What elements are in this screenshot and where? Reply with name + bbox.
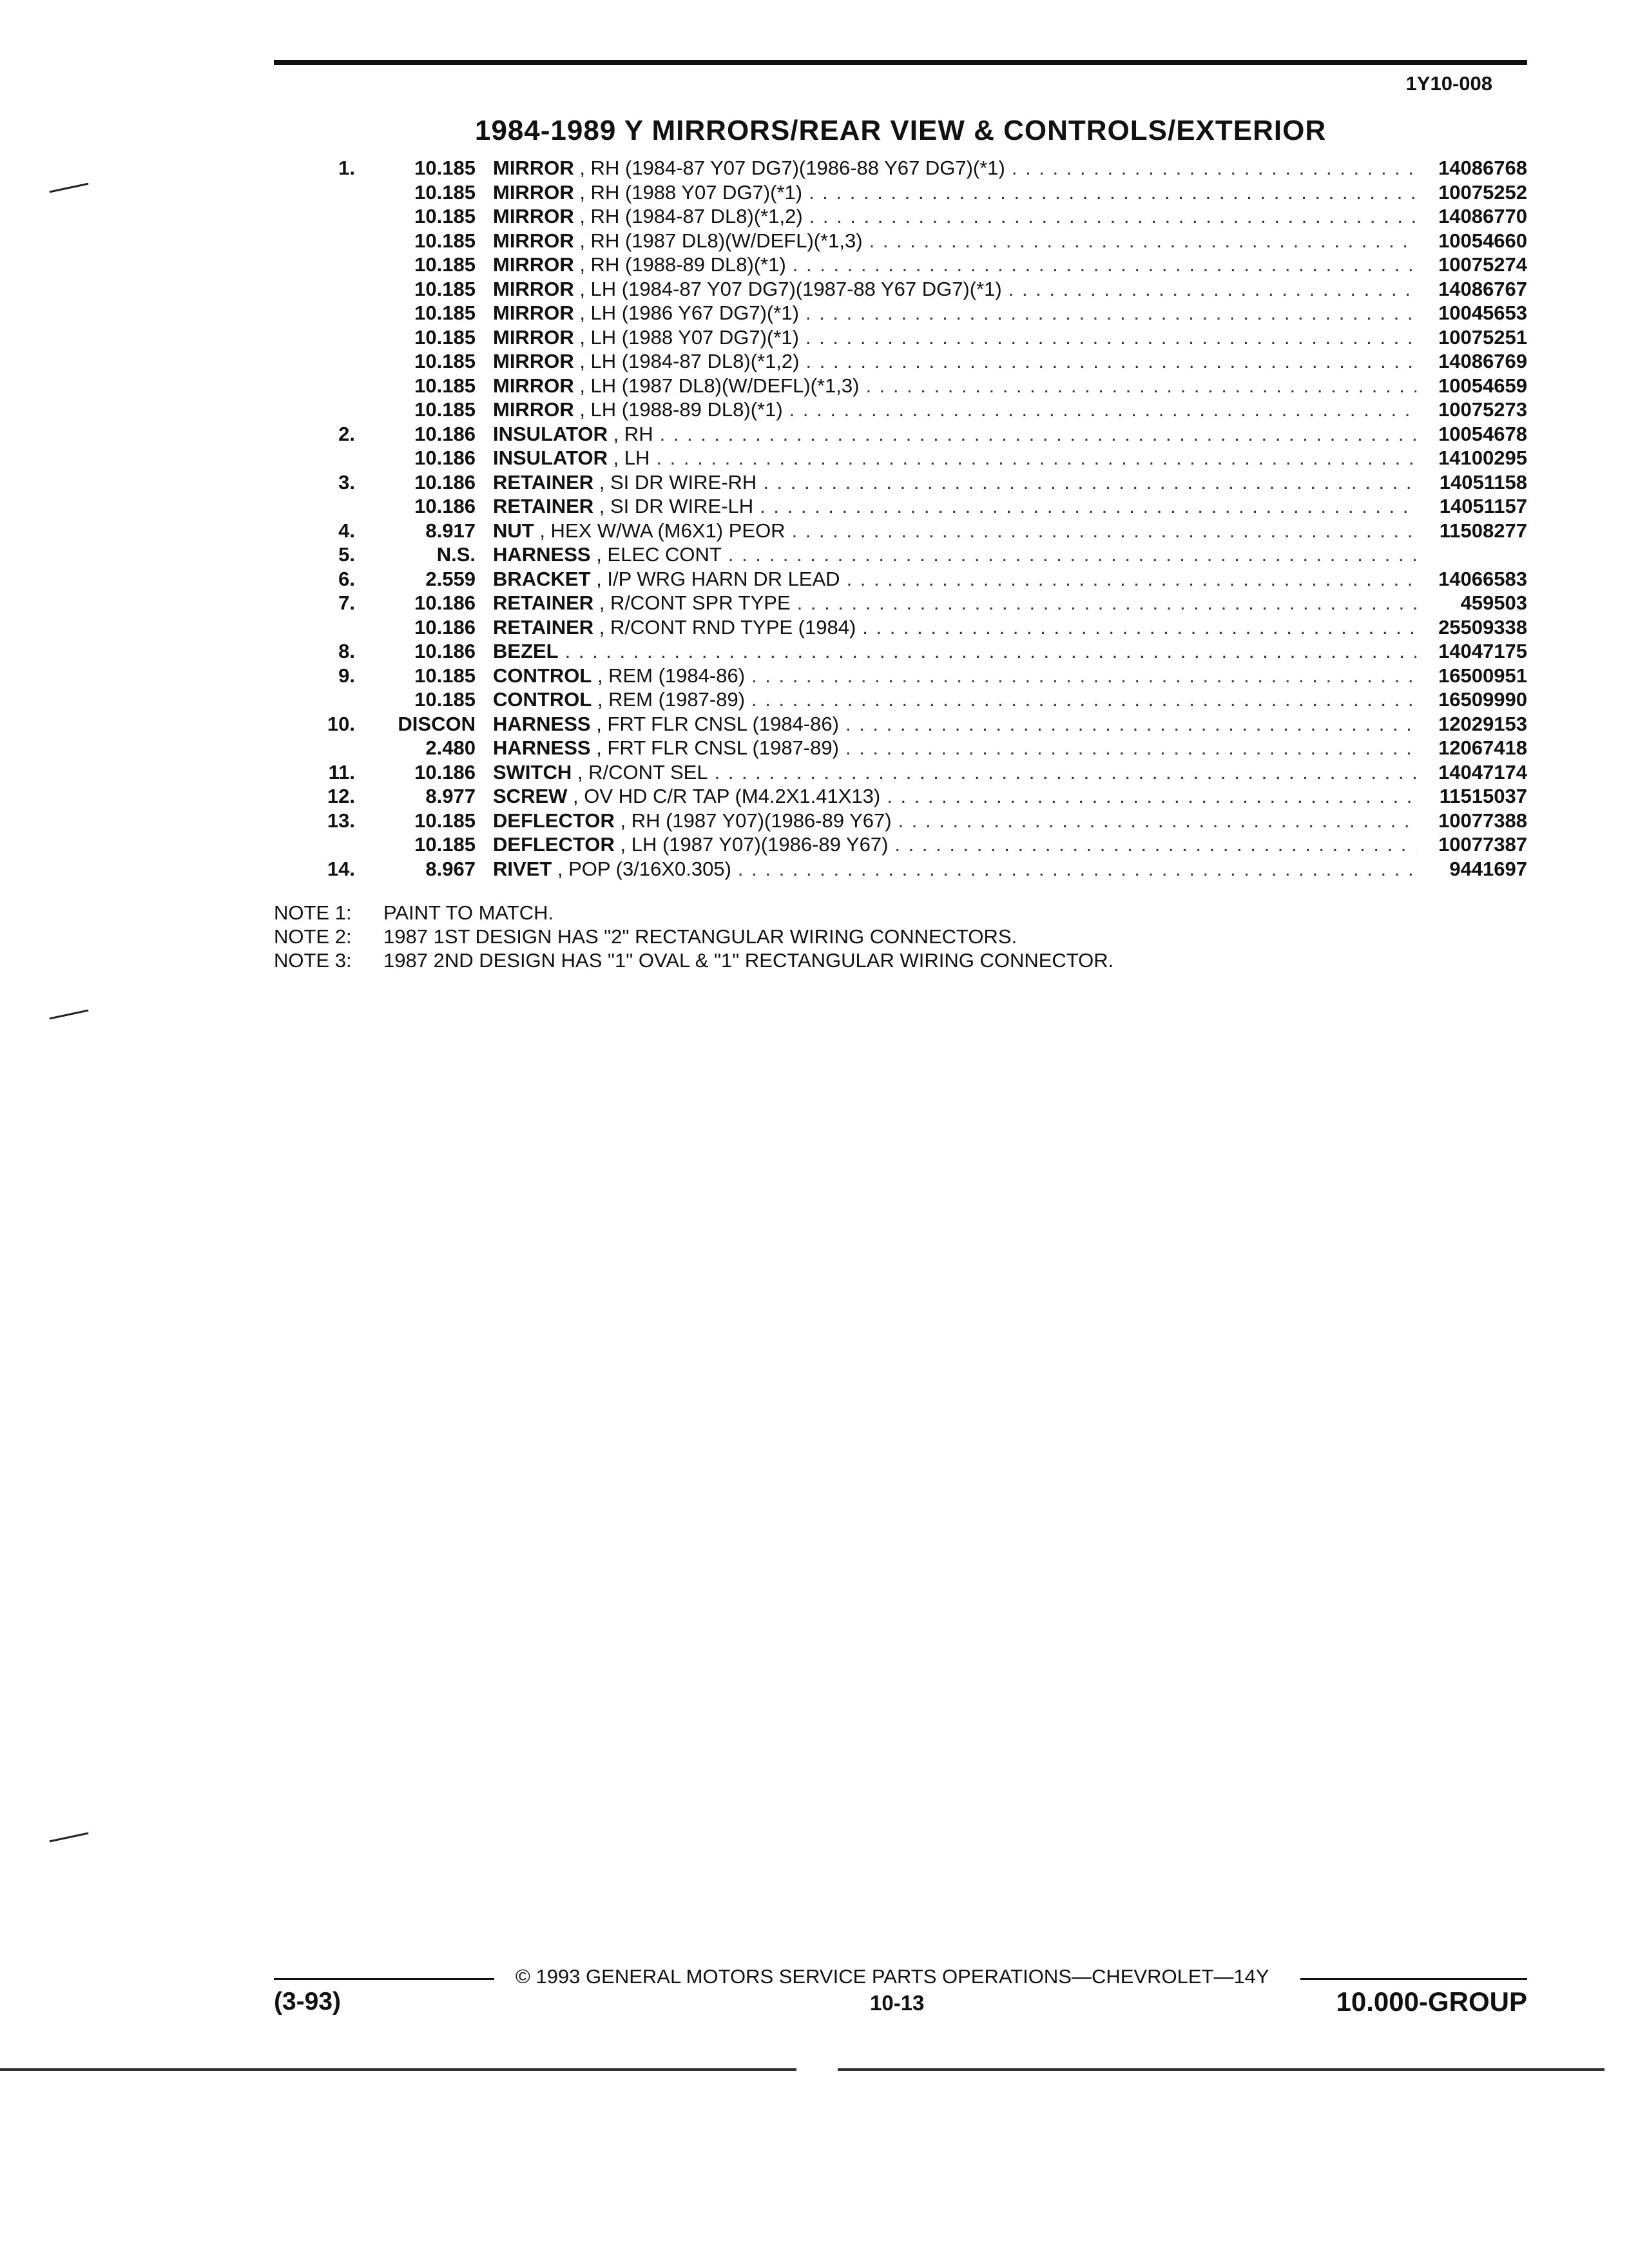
part-number: 11508277 [1439, 519, 1527, 542]
group-number: 10.186 [414, 591, 476, 614]
group-number: 8.967 [425, 857, 476, 880]
part-name: RETAINER [493, 591, 594, 614]
group-number: 8.917 [425, 519, 476, 542]
ref-number: 9. [338, 664, 355, 687]
part-description [493, 591, 1416, 615]
table-row [0, 760, 1629, 785]
part-description [493, 543, 1416, 567]
table-row [0, 277, 1629, 302]
part-description [493, 470, 1416, 495]
part-name: BRACKET [493, 567, 591, 590]
group-number: 10.185 [414, 374, 476, 397]
part-description [493, 156, 1416, 180]
note-label: NOTE 3: [274, 949, 352, 972]
dot-leader [708, 760, 1416, 785]
group-number: 10.186 [414, 470, 476, 494]
ref-number: 4. [338, 519, 355, 542]
part-description [493, 857, 1416, 881]
group-number: 10.185 [414, 325, 476, 349]
part-number: 10054659 [1438, 374, 1527, 397]
part-name: BEZEL [493, 640, 559, 662]
part-number: 10054660 [1438, 229, 1527, 252]
part-number: 25509338 [1438, 615, 1527, 639]
part-name: MIRROR [493, 157, 574, 179]
part-description [493, 277, 1416, 302]
note-label: NOTE 1: [274, 901, 352, 924]
part-number: 14086768 [1438, 157, 1527, 179]
table-row [0, 519, 1629, 543]
part-description [493, 494, 1416, 519]
part-description [493, 639, 1416, 664]
part-description [493, 398, 1416, 422]
part-attributes: , REM (1984-86) [592, 664, 746, 687]
part-attributes: , LH (1988-89 DL8)(*1) [574, 398, 783, 421]
ref-number: 1. [338, 157, 355, 179]
dot-leader [892, 809, 1416, 833]
part-attributes: , RH (1987 DL8)(W/DEFL)(*1,3) [574, 229, 863, 252]
group-number: 10.186 [414, 495, 476, 517]
part-name: DEFLECTOR [493, 809, 615, 832]
group-label: 10.000-GROUP [1336, 1986, 1527, 2017]
dot-leader [722, 543, 1416, 567]
ref-number: 14. [327, 857, 355, 880]
group-number: 10.185 [414, 277, 476, 300]
dot-leader [799, 325, 1416, 350]
part-description [493, 325, 1416, 350]
part-number: 16509990 [1438, 688, 1527, 711]
part-description [493, 446, 1416, 470]
header-rule [274, 60, 1527, 65]
part-attributes: , RH (1984-87 DL8)(*1,2) [574, 205, 803, 227]
part-attributes: , FRT FLR CNSL (1987-89) [590, 736, 839, 759]
part-name: MIRROR [493, 229, 574, 252]
punch-hole-mark [49, 1832, 88, 1843]
part-name: CONTROL [493, 664, 592, 687]
part-name: HARNESS [493, 736, 591, 759]
dot-leader [786, 519, 1416, 543]
part-number: 10054678 [1438, 422, 1527, 445]
dot-leader [802, 180, 1416, 205]
table-row [0, 591, 1629, 615]
part-attributes: , R/CONT RND TYPE (1984) [593, 615, 856, 639]
part-name: RETAINER [493, 470, 594, 494]
group-number: 10.185 [414, 229, 476, 252]
part-attributes: , REM (1987-89) [592, 688, 746, 711]
part-description [493, 736, 1416, 760]
part-attributes: , ELEC CONT [590, 543, 722, 566]
page-number: 10-13 [870, 1991, 925, 2015]
table-row [0, 253, 1629, 277]
part-number: 14086767 [1438, 277, 1527, 300]
part-name: MIRROR [493, 350, 574, 372]
part-attributes: , R/CONT SEL [572, 760, 708, 783]
dot-leader [559, 639, 1416, 664]
table-row [0, 229, 1629, 253]
part-attributes: , R/CONT SPR TYPE [593, 591, 791, 614]
part-name: RETAINER [493, 495, 594, 517]
dot-leader [757, 470, 1416, 495]
table-row [0, 857, 1629, 881]
part-name: MIRROR [493, 253, 574, 276]
part-description [493, 422, 1416, 447]
part-number: 10075252 [1438, 180, 1527, 204]
part-name: MIRROR [493, 374, 574, 397]
part-description [493, 229, 1416, 253]
table-row [0, 204, 1629, 229]
revision-date: (3-93) [274, 1988, 342, 2015]
part-attributes: , HEX W/WA (M6X1) PEOR [534, 519, 786, 542]
ref-number: 10. [327, 712, 355, 735]
group-number: 10.186 [414, 447, 476, 469]
part-number: 14086770 [1438, 205, 1527, 227]
dot-leader [839, 736, 1416, 760]
dot-leader [786, 253, 1416, 277]
dot-leader [839, 712, 1416, 736]
table-row [0, 422, 1629, 447]
group-number: 10.186 [414, 760, 476, 783]
group-number: 10.186 [414, 422, 476, 445]
part-number: 14047175 [1438, 640, 1527, 662]
group-number: 10.185 [414, 157, 476, 179]
part-name: RIVET [493, 857, 552, 880]
dot-leader [745, 664, 1416, 688]
part-name: CONTROL [493, 688, 592, 711]
dot-leader [1002, 277, 1416, 302]
part-description [493, 615, 1416, 640]
group-number: 10.185 [414, 302, 476, 324]
part-name: MIRROR [493, 277, 574, 300]
part-attributes: , RH (1987 Y07)(1986-89 Y67) [614, 809, 892, 832]
part-name: DEFLECTOR [493, 833, 615, 856]
part-number: 10045653 [1438, 302, 1527, 324]
part-attributes: , LH (1986 Y67 DG7)(*1) [574, 302, 799, 324]
part-number: 14047174 [1438, 760, 1527, 783]
part-attributes: , RH (1984-87 Y07 DG7)(1986-88 Y67 DG7)(*1) [574, 157, 1005, 179]
table-row [0, 664, 1629, 688]
parts-list [0, 156, 1629, 881]
part-description [493, 664, 1416, 688]
dot-leader [731, 857, 1416, 881]
note-text: 1987 2ND DESIGN HAS "1" OVAL & "1" RECTANGULAR WIRING CONNECTOR. [383, 949, 1114, 972]
dot-leader [1005, 156, 1416, 180]
part-name: INSULATOR [493, 447, 608, 469]
dot-leader [840, 567, 1416, 591]
group-number: 10.185 [414, 833, 476, 856]
table-row [0, 615, 1629, 640]
table-row [0, 494, 1629, 519]
part-name: SWITCH [493, 760, 572, 783]
group-number: 10.185 [414, 809, 476, 832]
group-number: 10.185 [414, 350, 476, 372]
part-name: SCREW [493, 785, 568, 807]
part-number: 10077387 [1438, 833, 1527, 856]
table-row [0, 470, 1629, 495]
table-row [0, 156, 1629, 180]
copyright-line: © 1993 GENERAL MOTORS SERVICE PARTS OPERATIONS—CHEVROLET—14Y [516, 1965, 1269, 1988]
ref-number: 3. [338, 470, 355, 494]
part-description [493, 349, 1416, 374]
ref-number: 7. [338, 591, 355, 614]
ref-number: 2. [338, 422, 355, 445]
dot-leader [880, 784, 1416, 809]
part-number: 10075274 [1438, 253, 1527, 276]
group-number: 10.185 [414, 205, 476, 227]
part-description [493, 760, 1416, 785]
dot-leader [856, 615, 1416, 640]
note-item [274, 901, 1113, 925]
part-number: 10077388 [1438, 809, 1527, 832]
table-row [0, 180, 1629, 205]
part-description [493, 519, 1416, 543]
part-attributes: , POP (3/16X0.305) [552, 857, 731, 880]
ref-number: 12. [327, 785, 355, 807]
part-attributes: , LH (1988 Y07 DG7)(*1) [574, 325, 799, 349]
part-number: 16500951 [1438, 664, 1527, 687]
part-number: 11515037 [1439, 785, 1527, 807]
part-number: 10075251 [1438, 325, 1527, 349]
group-number: 10.185 [414, 253, 476, 276]
punch-hole-mark [49, 1010, 88, 1020]
dot-leader [863, 229, 1416, 253]
part-description [493, 687, 1416, 712]
part-attributes: , LH (1987 Y07)(1986-89 Y67) [614, 833, 889, 856]
part-description [493, 204, 1416, 229]
group-number: N.S. [436, 543, 476, 566]
part-number: 9441697 [1449, 857, 1527, 880]
part-description [493, 374, 1416, 398]
table-row [0, 832, 1629, 857]
part-number: 459503 [1460, 591, 1527, 614]
note-item [274, 925, 1113, 948]
part-name: HARNESS [493, 712, 591, 735]
table-row [0, 736, 1629, 760]
part-name: HARNESS [493, 543, 591, 566]
note-label: NOTE 2: [274, 925, 352, 948]
part-number: 14066583 [1438, 567, 1527, 590]
ref-number: 11. [328, 760, 355, 783]
part-attributes: , LH [607, 447, 650, 469]
part-attributes: , LH (1984-87 Y07 DG7)(1987-88 Y67 DG7)(*1) [574, 277, 1002, 300]
group-number: 10.185 [414, 688, 476, 711]
group-number: 2.559 [425, 567, 476, 590]
part-attributes: , RH (1988-89 DL8)(*1) [574, 253, 786, 276]
part-attributes: , OV HD C/R TAP (M4.2X1.41X13) [567, 785, 881, 807]
dot-leader [799, 301, 1416, 325]
dot-leader [791, 591, 1416, 615]
group-number: 10.185 [414, 664, 476, 687]
part-attributes: , SI DR WIRE-LH [593, 495, 754, 517]
part-description [493, 712, 1416, 736]
ref-number: 5. [338, 543, 355, 566]
table-row [0, 687, 1629, 712]
part-attributes: , RH (1988 Y07 DG7)(*1) [574, 180, 803, 204]
document-code: 1Y10-008 [1405, 72, 1492, 95]
scan-edge-rule [838, 2068, 1605, 2071]
part-number: 12029153 [1438, 712, 1527, 735]
note-text: PAINT TO MATCH. [383, 901, 554, 924]
ref-number: 8. [338, 640, 355, 662]
part-number: 12067418 [1438, 736, 1527, 759]
part-attributes: , LH (1987 DL8)(W/DEFL)(*1,3) [574, 374, 860, 397]
part-description [493, 832, 1416, 857]
dot-leader [653, 422, 1416, 447]
part-description [493, 784, 1416, 809]
table-row [0, 374, 1629, 398]
table-row [0, 712, 1629, 736]
table-row [0, 325, 1629, 350]
part-attributes: , LH (1984-87 DL8)(*1,2) [574, 350, 800, 372]
group-number: 10.185 [414, 398, 476, 421]
group-number: 10.186 [414, 615, 476, 639]
table-row [0, 398, 1629, 422]
part-number: 14051158 [1439, 470, 1527, 494]
part-name: MIRROR [493, 302, 574, 324]
table-row [0, 809, 1629, 833]
part-name: INSULATOR [493, 422, 608, 445]
dot-leader [803, 204, 1416, 229]
page-title: 1984-1989 Y MIRRORS/REAR VIEW & CONTROLS/EXTERIOR [474, 115, 1327, 146]
part-attributes: , RH [607, 422, 653, 445]
part-description [493, 809, 1416, 833]
footer-rule-left [274, 1978, 494, 1980]
scan-edge-rule [0, 2068, 796, 2071]
group-number: 2.480 [425, 736, 476, 759]
note-item [274, 948, 1113, 972]
part-attributes: , SI DR WIRE-RH [593, 470, 757, 494]
table-row [0, 349, 1629, 374]
note-text: 1987 1ST DESIGN HAS "2" RECTANGULAR WIRING CONNECTORS. [383, 925, 1017, 948]
dot-leader [800, 349, 1417, 374]
table-row [0, 543, 1629, 567]
dot-leader [753, 494, 1416, 519]
table-row [0, 301, 1629, 325]
part-attributes: , FRT FLR CNSL (1984-86) [590, 712, 839, 735]
part-description [493, 180, 1416, 205]
group-number: DISCON [398, 712, 476, 735]
footer-rule-right [1300, 1978, 1527, 1980]
group-number: 10.185 [414, 180, 476, 204]
group-number: 8.977 [425, 785, 476, 807]
part-name: MIRROR [493, 325, 574, 349]
part-description [493, 253, 1416, 277]
group-number: 10.186 [414, 640, 476, 662]
table-row [0, 639, 1629, 664]
dot-leader [650, 446, 1416, 470]
dot-leader [888, 832, 1416, 857]
part-number: 14086769 [1438, 350, 1527, 372]
dot-leader [745, 687, 1416, 712]
part-name: MIRROR [493, 180, 574, 204]
notes-section [274, 901, 1113, 972]
ref-number: 6. [338, 567, 355, 590]
table-row [0, 784, 1629, 809]
part-number: 14100295 [1438, 447, 1527, 469]
ref-number: 13. [327, 809, 355, 832]
part-description [493, 567, 1416, 591]
dot-leader [783, 398, 1416, 422]
part-name: MIRROR [493, 205, 574, 227]
dot-leader [859, 374, 1416, 398]
part-number: 14051157 [1439, 495, 1527, 517]
part-name: MIRROR [493, 398, 574, 421]
part-name: RETAINER [493, 615, 594, 639]
table-row [0, 446, 1629, 470]
part-description [493, 301, 1416, 325]
part-number: 10075273 [1438, 398, 1527, 421]
part-name: NUT [493, 519, 534, 542]
part-attributes: , I/P WRG HARN DR LEAD [590, 567, 840, 590]
table-row [0, 567, 1629, 591]
